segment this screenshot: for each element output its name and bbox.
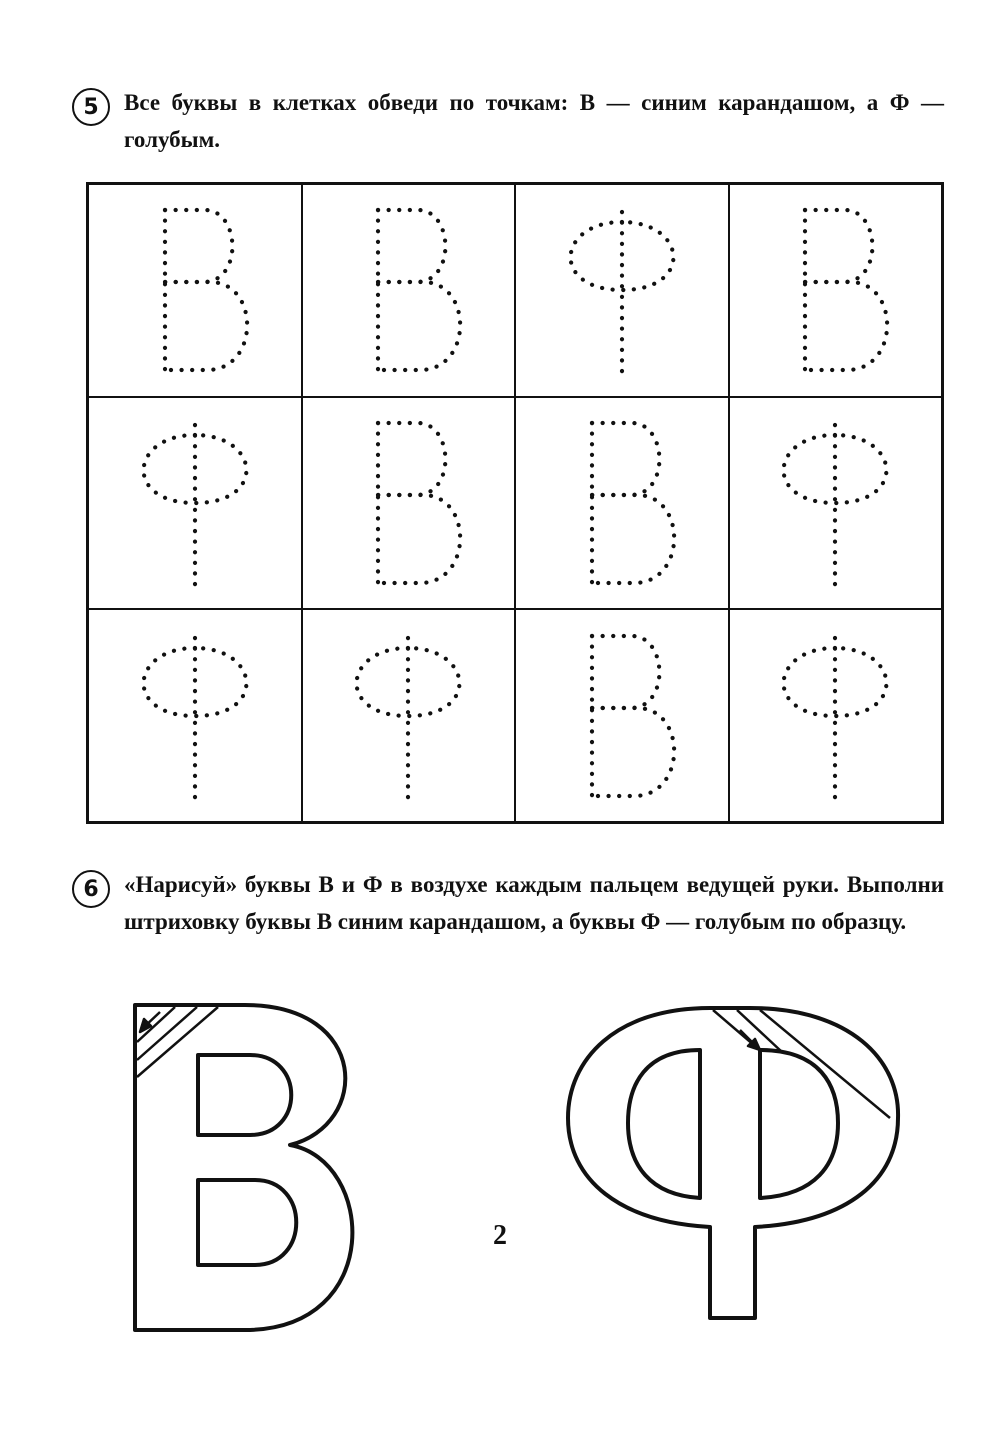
arrow-icon: [140, 1012, 160, 1032]
tracing-cell-v[interactable]: [515, 397, 729, 610]
tracing-cell-v[interactable]: [88, 184, 302, 397]
dotted-letter-f: [522, 190, 722, 390]
task-number-5: 5: [72, 88, 110, 126]
dotted-letter-v: [95, 190, 295, 390]
tracing-cell-f[interactable]: [302, 609, 516, 822]
tracing-cell-f[interactable]: [515, 184, 729, 397]
tracing-cell-v[interactable]: [302, 184, 516, 397]
tracing-cell-v[interactable]: [302, 397, 516, 610]
task-6-instruction: «Нарисуй» буквы В и Ф в воздухе каждым пальцем ведущей руки. Выполни штриховку буквы В синим карандашом, а буквы Ф — голубым по образцу.: [124, 872, 944, 934]
tracing-cell-f[interactable]: [88, 609, 302, 822]
dotted-letter-f: [95, 403, 295, 603]
page-number: 2: [493, 1220, 507, 1251]
tracing-cell-v[interactable]: [515, 609, 729, 822]
tracing-cell-f[interactable]: [729, 609, 943, 822]
task-number-6: 6: [72, 870, 110, 908]
arrow-icon: [740, 1030, 760, 1050]
tracing-cell-f[interactable]: [88, 397, 302, 610]
letter-tracing-grid: [86, 182, 944, 824]
dotted-letter-f: [735, 403, 935, 603]
dotted-letter-v: [522, 616, 722, 816]
big-letter-v[interactable]: [135, 1005, 352, 1330]
tracing-cell-f[interactable]: [729, 397, 943, 610]
dotted-letter-v: [308, 403, 508, 603]
big-letter-f[interactable]: [568, 1008, 898, 1318]
tracing-cell-v[interactable]: [729, 184, 943, 397]
hatching-sample-v: [137, 1007, 218, 1077]
hatching-sample-f: [713, 1010, 890, 1118]
dotted-letter-v: [735, 190, 935, 390]
dotted-letter-f: [95, 616, 295, 816]
dotted-letter-v: [308, 190, 508, 390]
dotted-letter-f: [735, 616, 935, 816]
task-5-instruction: Все буквы в клетках обведи по точкам: В — синим карандашом, а Ф — голубым.: [124, 90, 944, 152]
dotted-letter-f: [308, 616, 508, 816]
dotted-letter-v: [522, 403, 722, 603]
